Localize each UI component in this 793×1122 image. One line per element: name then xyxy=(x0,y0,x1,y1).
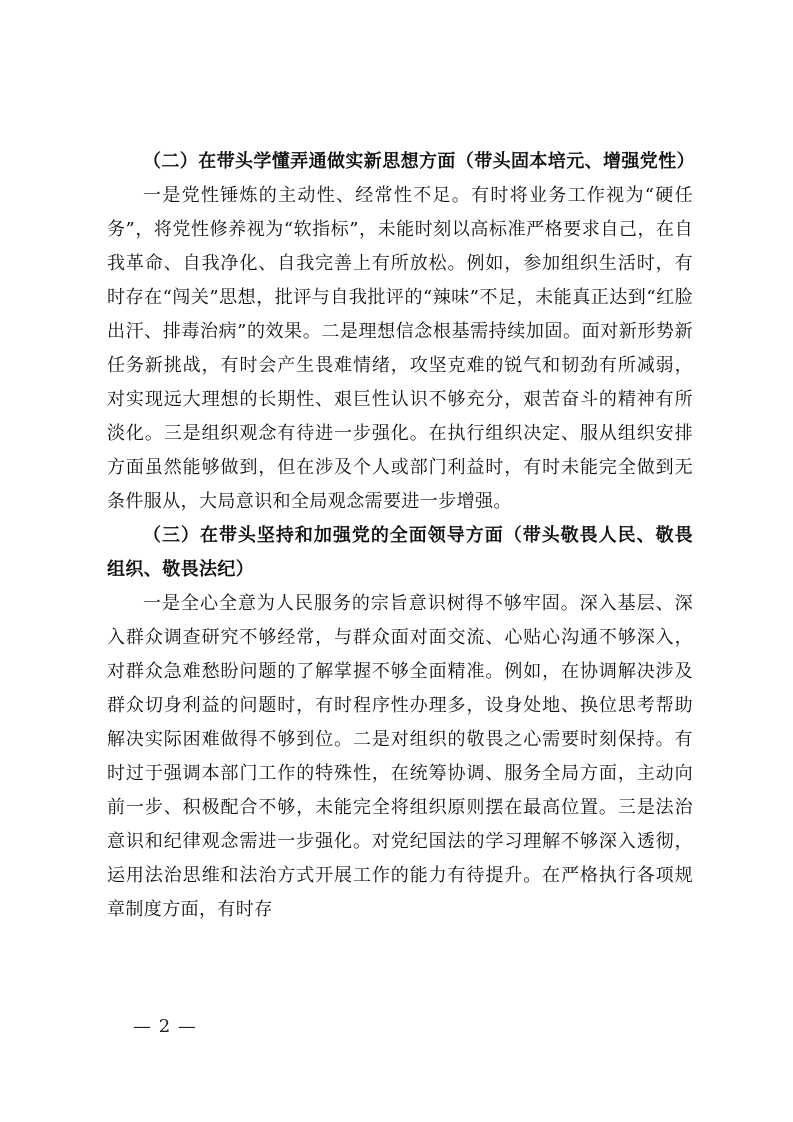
page-number: — 2 — xyxy=(133,1016,197,1037)
section-heading-3: （三）在带头坚持和加强党的全面领导方面（带头敬畏人民、敬畏组织、敬畏法纪） xyxy=(107,525,693,580)
document-body xyxy=(107,145,693,927)
section-body-3: 一是全心全意为人民服务的宗旨意识树得不够牢固。深入基层、深入群众调查研究不够经常，与群众面对面交流、心贴心沟通不够深入，对群众急难愁盼问题的了解掌握不够全面精准。例如，在协调解决涉及群众切身利益的问题时，有时程序性办理多，设身处地、换位思考帮助解决实际困难做得不够到位。二是对组织的敬畏之心需要时刻保持。有时过于强调本部门工作的特殊性，在统筹协调、服务全局方面，主动向前一步、积极配合不够，未能完全将组织原则摆在最高位置。三是法治意识和纪律观念需进一步强化。对党纪国法的学习理解不够深入透彻，运用法治思维和法治方式开展工作的能力有待提升。在严格执行各项规章制度方面，有时存 xyxy=(107,593,693,920)
section-body-2: 一是党性锤炼的主动性、经常性不足。有时将业务工作视为“硬任务”，将党性修养视为“软指标”，未能时刻以高标准严格要求自己，在自我革命、自我净化、自我完善上有所放松。例如，参加组织生活时，有时存在“闯关”思想，批评与自我批评的“辣味”不足，未能真正达到“红脸出汗、排毒治病”的效果。二是理想信念根基需持续加固。面对新形势新任务新挑战，有时会产生畏难情绪，攻坚克难的锐气和韧劲有所减弱，对实现远大理想的长期性、艰巨性认识不够充分，艰苦奋斗的精神有所淡化。三是组织观念有待进一步强化。在执行组织决定、服从组织安排方面虽然能够做到，但在涉及个人或部门利益时，有时未能完全做到无条件服从，大局意识和全局观念需要进一步增强。 xyxy=(107,185,693,512)
section-heading-2: （二）在带头学懂弄通做实新思想方面（带头固本培元、增强党性） xyxy=(143,151,695,172)
